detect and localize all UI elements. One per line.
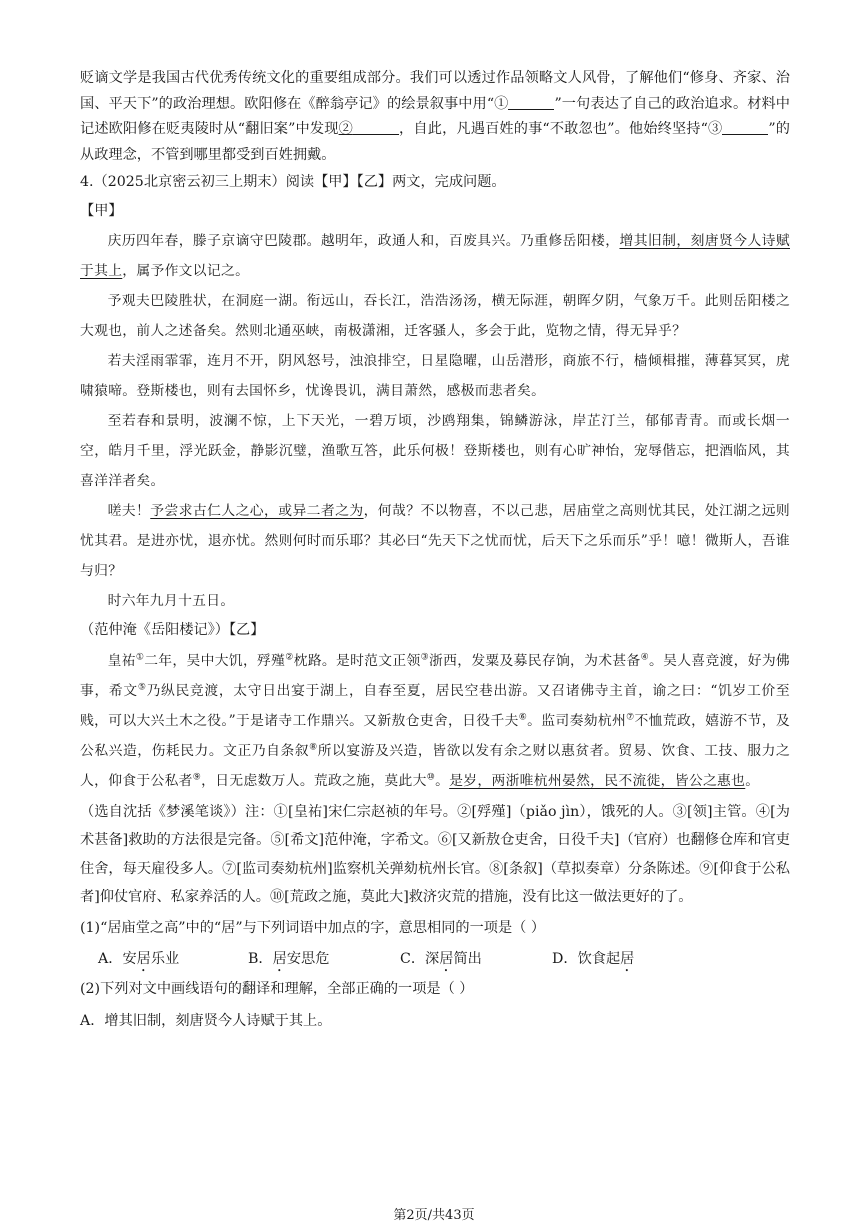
dotted-char: 居 [136, 951, 151, 967]
jia-paragraph-5 [80, 496, 790, 586]
yi-text: 不恤荒政，嬉游不节，及公私兴造，伤耗民力。文正乃自条叙 [80, 712, 791, 759]
note-ref-6: ⑥ [518, 711, 528, 722]
jia-underlined-1: 增其旧制，刻唐贤今人诗赋于其上 [80, 233, 790, 279]
yi-passage [80, 646, 790, 796]
annotations: （选自沈括《梦溪笔谈》）注：①[皇祐]宋仁宗赵祯的年号。②[殍殣]（piǎo jìn），饿死的人。③[领]主管。④[为术甚备]救助的方法很是完备。⑤[希文]范仲淹，字希文。⑥[又新敖仓吏舍，日役千夫]（官府）也翻修仓库和官吏住舍，每天雇役多人。⑦[监司奏劾杭州]监察机关弹劾杭州长官。⑧[条叙]（草拟奏章）分条陈述。⑨[仰食于公私者]仰仗官府、私家养活的人。⑩[荒政之施，莫此大]救济灾荒的措施，没有比这一做法更好的了。 [80, 803, 790, 905]
jia-passage [80, 226, 790, 616]
yi-text: 。监司奏劾杭州 [527, 712, 627, 729]
note-ref-7: ⑦ [626, 711, 635, 722]
yi-text: 乃纵民竞渡，太守日出宴于湖上，自春至夏，居民空巷出游。又召诸佛寺主首，谕之曰：“饥岁工价至贱，可以大兴土木之役。”于是诸寺工作鼎兴。又新敖仓吏舍，日役千夫 [80, 682, 790, 729]
q1-options [80, 945, 790, 975]
jia-p1-text-a: 庆历四年春，滕子京谪守巴陵郡。越明年，政通人和，百废具兴。乃重修岳阳楼， [107, 233, 620, 249]
q1-stem: (1)“居庙堂之高”中的“居”与下列词语中加点的字，意思相同的一项是（ ） [80, 919, 546, 936]
jia-source-and-yi-label [80, 618, 790, 644]
dotted-char: 居 [439, 951, 454, 967]
yi-text: ，日无虑数万人。荒政之施，莫此大 [201, 772, 427, 789]
blank-2[interactable] [353, 120, 399, 135]
option-label: B． [248, 951, 273, 967]
blank-2-marker: ② [338, 121, 353, 137]
page-content [80, 66, 790, 1034]
q1-option-c[interactable] [400, 945, 552, 975]
intro-text-1: 贬谪文学是我国古代优秀传统文化的重要组成部分。我们可以透过作品领略文人风骨，了解他们“修身、齐家、治国、平天下”的政治理想。欧阳修在《醉翁亭记》的绘景叙事中用“ [80, 70, 790, 112]
yi-text: 所以宴游及兴造，皆欲以发有余之财以惠贫者。贸易、饮食、工技、服力之人，仰食于公私者 [80, 742, 790, 789]
yi-text: 枕路。是时范文正领 [293, 652, 421, 669]
blank-3[interactable] [722, 120, 768, 135]
yi-label: 【乙】 [228, 622, 265, 638]
q2-option-a[interactable]: A．增其旧制，刻唐贤今人诗赋于其上。 [80, 1012, 332, 1029]
option-text: 饮食起 [577, 951, 621, 967]
page-footer: 第2页/共43页 [393, 1208, 475, 1223]
option-text: 乐业 [150, 951, 180, 967]
option-label: C． [400, 951, 426, 967]
dotted-char: 居 [620, 951, 635, 967]
note-ref-4: ④ [640, 651, 649, 662]
option-label: A． [98, 951, 123, 967]
yi-text: 皇祐 [107, 652, 136, 669]
jia-label: 【甲】 [80, 202, 123, 219]
question-header: 4.（2025北京密云初三上期末）阅读【甲】【乙】两文，完成问题。 [80, 174, 506, 190]
jia-paragraph-4: 至若春和景明，波澜不惊，上下天光，一碧万顷，沙鸥翔集，锦鳞游泳，岸芷汀兰，郁郁青青。而或长烟一空，皓月千里，浮光跃金，静影沉璧，渔歌互答，此乐何极！登斯楼也，则有心旷神怡，宠辱偕忘，把酒临风，其喜洋洋者矣。 [80, 413, 790, 489]
option-text: 安 [122, 951, 137, 967]
jia-paragraph-2: 予观夫巴陵胜状，在洞庭一湖。衔远山，吞长江，浩浩汤汤，横无际涯，朝晖夕阴，气象万千。此则岳阳楼之大观也，前人之述备矣。然则北通巫峡，南极潇湘，迁客骚人，多会于此，览物之情，得无异乎？ [80, 293, 790, 339]
intro-text-2: ”一句表达了自己的政治追求。材料中记述欧阳修在贬夷陵时从“翻旧案”中发现 [80, 95, 790, 137]
blank-1[interactable] [508, 95, 554, 110]
q2-stem: (2)下列对文中画线语句的翻译和理解，全部正确的一项是（ ） [80, 981, 474, 997]
q1-option-a[interactable] [98, 945, 248, 975]
jia-p5-text-b: ，何哉？不以物喜，不以己悲，居庙堂之高则忧其民，处江湖之远则忧其君。是进亦忧，退亦忧。然则何时而乐耶？其必曰“先天下之忧而忧，后天下之乐而乐”乎！噫！微斯人，吾谁与归？ [80, 503, 791, 579]
yi-text: 。吴人喜竞渡，好为佛事，希文 [80, 652, 791, 699]
jia-paragraph-3: 若夫淫雨霏霏，连月不开，阴风怒号，浊浪排空，日星隐曜，山岳潜形，商旅不行，樯倾楫摧，薄暮冥冥，虎啸猿啼。登斯楼也，则有去国怀乡，忧谗畏讥，满目萧然，感极而悲者矣。 [80, 353, 790, 399]
yi-text: 浙西，发粟及募民存饷，为术甚备 [429, 652, 641, 669]
q1-option-d[interactable] [552, 945, 634, 975]
option-text: 安思危 [286, 951, 330, 967]
option-label: D． [552, 951, 578, 967]
yi-paragraph [80, 646, 790, 796]
yi-text: 二年，吴中大饥，殍殣 [144, 652, 286, 669]
note-ref-3: ③ [420, 651, 429, 662]
jia-p5-text-a: 嗟夫！ [107, 503, 151, 519]
jia-paragraph-1 [80, 226, 790, 286]
intro-paragraph [80, 66, 790, 168]
q1-option-b[interactable] [248, 945, 400, 975]
yi-text: 。 [435, 772, 450, 789]
note-ref-2: ② [285, 651, 294, 662]
jia-paragraph-6: 时六年九月十五日。 [107, 593, 235, 609]
intro-text-3: ，自此，凡遇百姓的事“不敢忽也”。他始终坚持“ [398, 121, 708, 137]
jia-p1-text-b: ，属予作文以记之。 [122, 263, 250, 279]
jia-underlined-2: 予尝求古仁人之心，或异二者之为 [150, 503, 364, 519]
yi-text: 。 [745, 772, 760, 789]
note-ref-9: ⑨ [192, 771, 202, 782]
dotted-char: 居 [272, 951, 287, 967]
note-ref-8: ⑧ [309, 741, 318, 752]
note-ref-1: ① [135, 651, 145, 662]
blank-3-marker: ③ [707, 121, 723, 137]
note-ref-5: ⑤ [137, 681, 147, 692]
intro-text-4: ”的从政理念，不管到哪里都受到百姓拥戴。 [80, 121, 790, 163]
note-ref-10: ⑩ [426, 771, 436, 782]
jia-source: （范仲淹《岳阳楼记》） [80, 622, 229, 638]
blank-1-marker: ① [494, 95, 509, 112]
yi-underlined: 是岁，两浙唯杭州晏然，民不流徙，皆公之惠也 [449, 772, 746, 789]
option-text: 深 [425, 951, 440, 967]
option-text: 简出 [453, 951, 482, 967]
